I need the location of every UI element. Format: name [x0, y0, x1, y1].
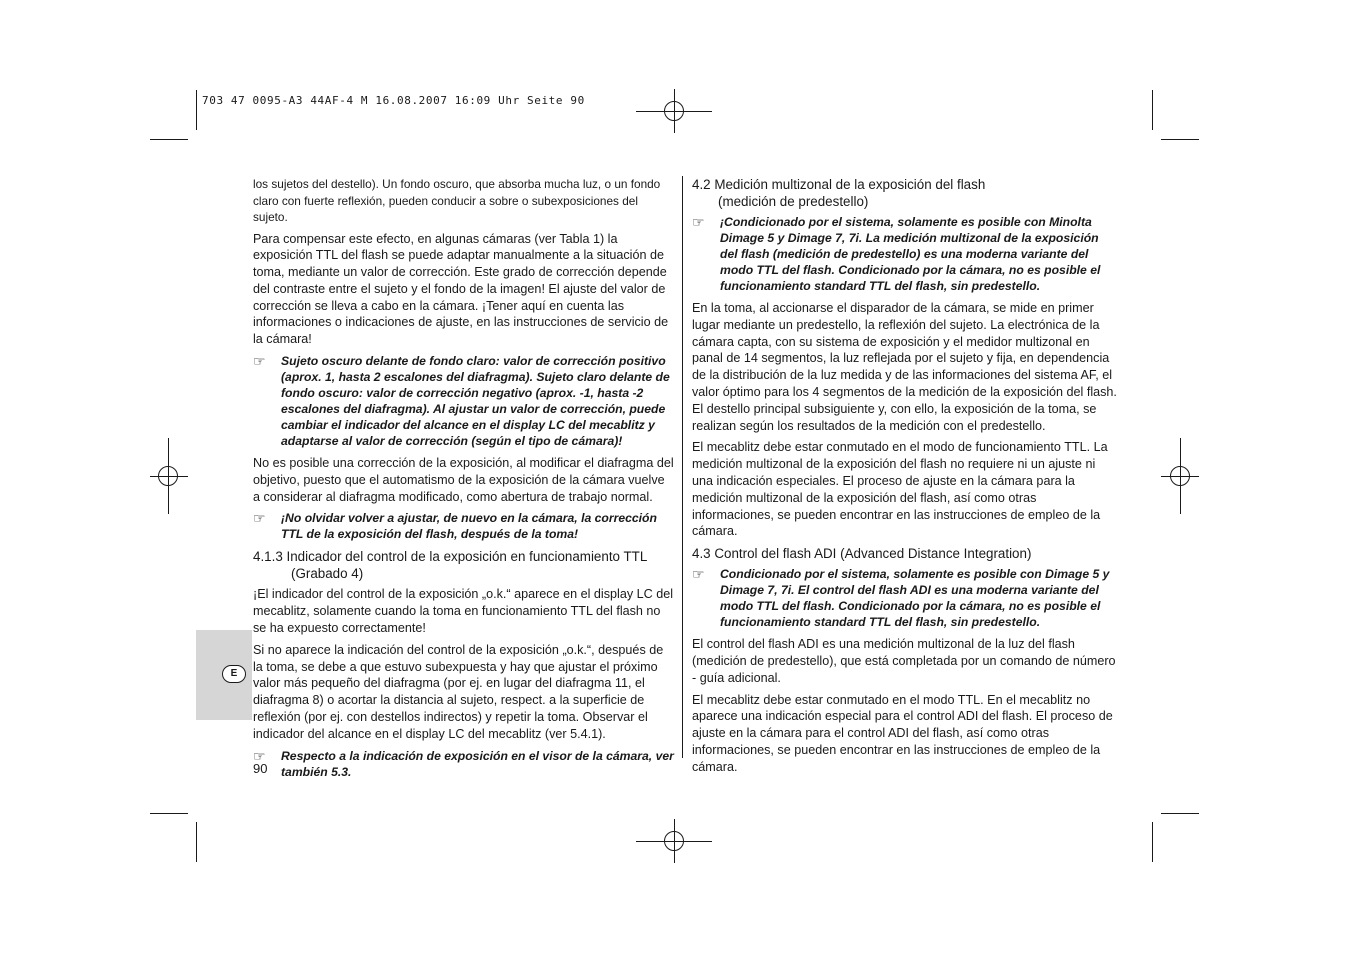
print-slug: 703 47 0095-A3 44AF-4 M 16.08.2007 16:09 Uhr Seite 90 — [202, 94, 585, 107]
note — [253, 748, 675, 780]
crop-mark — [196, 822, 197, 862]
right-column — [692, 176, 1117, 781]
pointing-hand-icon: ☞ — [253, 747, 266, 764]
note-text: ¡No olvidar volver a ajustar, de nuevo en la cámara, la corrección TTL de la exposición del flash, después de la toma! — [281, 511, 657, 542]
column-divider — [682, 176, 683, 758]
paragraph: Si no aparece la indicación del control de la exposición „o.k.“, después de la toma, se debe a que estuvo subexpuesta y hay que ajustar el próximo valor más pequeño del diafragma (por ej. en lugar del diafragma 11, el diafragma 8) o acortar la distancia al sujeto, respect. a la superficie de reflexión (por ej. con destellos indirectos) y repetir la toma. Observar el indicador del alcance en el display LC del mecablitz (ver 5.4.1). — [253, 642, 664, 741]
heading-line: (Grabado 4) — [291, 566, 364, 582]
paragraph: No es posible una corrección de la exposición, al modificar el diafragma del objetivo, puesto que el automatismo de la exposición de la cámara vuelve a considerar al diafragma modificado, como abertura de trabajo normal. — [253, 456, 674, 504]
note-text: Respecto a la indicación de exposición en el visor de la cámara, ver también 5.3. — [281, 748, 674, 779]
crop-mark — [150, 139, 188, 140]
crop-mark — [196, 90, 197, 130]
crop-mark — [1161, 813, 1199, 814]
left-column — [253, 176, 675, 786]
note — [253, 510, 675, 542]
page-number: 90 — [253, 761, 268, 776]
paragraph: Para compensar este efecto, en algunas cámaras (ver Tabla 1) la exposición TTL del flash se puede adaptar manualmente a la situación de toma, mediante un valor de corrección. Este grado de corrección depende del contraste entre el sujeto y el fondo de la imagen! El ajuste del valor de corrección se lleva a cabo en la cámara. ¡Tener aquí en cuenta las informaciones o indicaciones de ajuste, en las instrucciones de servicio de la cámara! — [253, 231, 669, 347]
crop-mark — [1152, 90, 1153, 130]
section-heading — [253, 548, 675, 582]
section-heading: 4.3 Control del flash ADI (Advanced Distance Integration) — [692, 546, 1032, 562]
paragraph: ¡El indicador del control de la exposición „o.k.“ aparece en el display LC del mecablitz, solamente cuando la toma en funcionamiento TTL del flash no se ha expuesto correctamente! — [253, 587, 674, 636]
paragraph: En la toma, al accionarse el disparador de la cámara, se mide en primer lugar mediante un predestello, la reflexión del sujeto. La electrónica de la cámara capta, con su sistema de exposición y el medidor multizonal en panal de 14 segmentos, la luz reflejada por el sujeto y fija, en dependencia de la distribución de la luz medida y de las informaciones del sistema AF, el valor óptimo para los 4 segmentos de la medición de la exposición del flash. El destello principal subsiguiente y, con ello, la exposición de la toma, se realizan según los resultados de la medición con el predestello. — [692, 301, 1117, 433]
heading-line: (medición de predestello) — [718, 194, 869, 209]
heading-line: 4.1.3 Indicador del control de la exposición en funcionamiento TTL — [253, 549, 648, 565]
note — [692, 566, 1117, 630]
paragraph: El control del flash ADI es una medición multizonal de la luz del flash (medición de predestello), que está completada por un comando de número - guía adicional. — [692, 637, 1116, 685]
section-heading — [692, 176, 1117, 210]
pointing-hand-icon: ☞ — [692, 214, 705, 230]
pointing-hand-icon: ☞ — [253, 353, 266, 370]
crop-mark — [1161, 139, 1199, 140]
pointing-hand-icon: ☞ — [692, 566, 705, 583]
note — [692, 214, 1117, 294]
pointing-hand-icon: ☞ — [253, 510, 266, 527]
note — [253, 353, 675, 449]
heading-line: 4.2 Medición multizonal de la exposición del flash — [692, 177, 986, 192]
crop-mark — [150, 813, 188, 814]
language-badge: E — [222, 665, 246, 683]
note-text: Condicionado por el sistema, solamente es posible con Dimage 5 y Dimage 7, 7i. El control del flash ADI es una moderna variante del modo TTL del flash. Condicionado por la cámara, no es posible el funcionamiento standard TTL del flash, sin predestello. — [720, 567, 1110, 630]
note-text: ¡Condicionado por el sistema, solamente es posible con Minolta Dimage 5 y Dimage 7, 7i. La medición multizonal de la exposición del flash (medición de predestello) es una moderna variante del modo TTL del flash. Condicionado por la cámara, no es posible el funcionamiento standard TTL del flash, sin predestello. — [720, 215, 1101, 293]
paragraph: los sujetos del destello). Un fondo oscuro, que absorba mucha luz, o un fondo claro con fuerte reflexión, pueden conducir a sobre o subexposiciones del sujeto. — [253, 177, 661, 224]
paragraph: El mecablitz debe estar conmutado en el modo TTL. En el mecablitz no aparece una indicación especial para el control ADI del flash. El proceso de ajuste en la cámara para el control ADI del flash, así como otras informaciones, se pueden encontrar en las instrucciones de empleo de la cámara. — [692, 692, 1113, 774]
note-text: Sujeto oscuro delante de fondo claro: valor de corrección positivo (aprox. 1, hasta 2 escalones del diafragma). Sujeto claro delante de fondo oscuro: valor de corrección negativo (aprox. -1, hasta -2 escalones del diafragma). Al ajustar un valor de corrección, puede cambiar el indicador del alcance en el display LC del mecablitz y adaptarse al valor de corrección (según el tipo de cámara)! — [281, 354, 670, 449]
paragraph: El mecablitz debe estar conmutado en el modo de funcionamiento TTL. La medición multizonal de la exposición del flash no requiere ni un ajuste ni una indicación especiales. El proceso de ajuste en la cámara para la medición multizonal de la exposición del flash, así como otras informaciones, se pueden encontrar en las instrucciones de empleo de la cámara. — [692, 440, 1108, 539]
crop-mark — [1152, 822, 1153, 862]
